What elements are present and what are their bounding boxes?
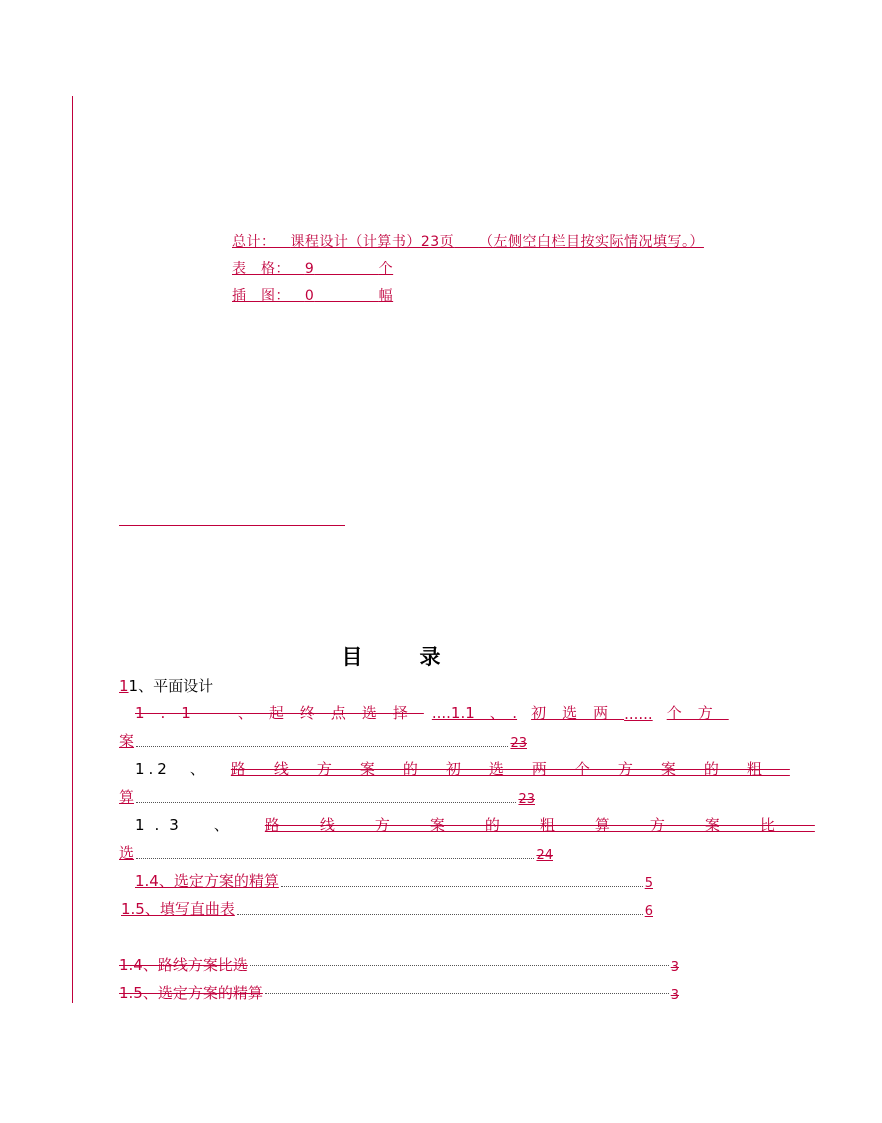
summary-total-label: 总计： [232,234,276,250]
toc-section-1-number: 1 [119,677,129,695]
summary-figures-unit: 幅 [378,288,394,304]
summary-total-note: （左侧空白栏目按实际情况填写。） [478,234,704,250]
toc-entry-page: 3 [670,960,679,975]
toc-entry-title: 1.4、选定方案的精算 [135,872,279,890]
separator-rule [119,525,345,526]
toc-entry-page: 3 [670,988,679,1003]
toc-entry-deleted-1-5[interactable] [119,983,679,1003]
toc-entry-1-2-wrap[interactable] [119,787,535,807]
toc-entry-title: 1.5、选定方案的精算 [119,984,263,1002]
toc-dot-leader [281,885,643,887]
toc-dot-leader [136,801,516,803]
toc-entry-title: 初选两 [531,704,625,722]
toc-dot-leader [136,745,508,747]
toc-entry-page: 6 [644,904,653,919]
summary-tables-row [232,258,393,278]
toc-entry-mid: ....1.1 、 . [431,704,518,722]
toc-entry-title: 1.5、填写直曲表 [121,900,235,918]
toc-entry-prefix: 1.3 、 [135,816,239,834]
toc-entry-wrap-text: 案 [119,732,135,750]
summary-tables-unit: 个 [378,261,394,277]
summary-figures-value: 0 [304,288,315,304]
toc-entry-wrap-text: 算 [119,788,135,806]
toc-section-1-label: 1、平面设计 [128,677,214,695]
summary-total-value: 课程设计（计算书）23页 [290,234,455,250]
summary-total-row [232,231,704,251]
toc-entry-dots: ...... [624,705,653,723]
summary-figures-row [232,285,393,305]
toc-entry-title: 路线方案的初选两个方案的粗 [230,760,790,778]
toc-entry-page: 23 [510,736,527,751]
toc-entry-1-2[interactable] [135,759,790,779]
toc-section-1[interactable] [119,675,213,696]
toc-entry-1-4[interactable] [135,871,653,891]
toc-entry-1-5[interactable] [121,899,653,919]
toc-entry-page: 24 [536,848,553,863]
toc-dot-leader [237,913,643,915]
toc-entry-deleted-1-4[interactable] [119,955,679,975]
toc-dot-leader [250,964,669,966]
toc-entry-tail: 个方 [666,704,729,722]
toc-entry-page: 23 [518,792,535,807]
toc-entry-1-3-wrap[interactable] [119,843,553,863]
toc-entry-wrap-text: 选 [119,844,135,862]
toc-entry-1-3[interactable] [135,815,815,835]
toc-entry-1-1[interactable] [135,703,729,723]
toc-dot-leader [136,857,534,859]
toc-entry-1-1-wrap[interactable] [119,731,527,751]
toc-dot-leader [265,992,669,994]
summary-figures-label: 插 图： [232,288,290,304]
summary-tables-label: 表 格： [232,261,290,277]
summary-tables-value: 9 [304,261,315,277]
revision-margin-line [72,96,73,1003]
toc-entry-title: 路线方案的粗算方案比 [264,816,815,834]
toc-entry-page: 5 [644,876,653,891]
toc-entry-prefix: 1.1 、起终点选择 [135,704,424,722]
toc-title: 目 录 [341,644,459,669]
toc-entry-prefix: 1.2 、 [135,760,209,778]
toc-entry-title: 1.4、路线方案比选 [119,956,248,974]
